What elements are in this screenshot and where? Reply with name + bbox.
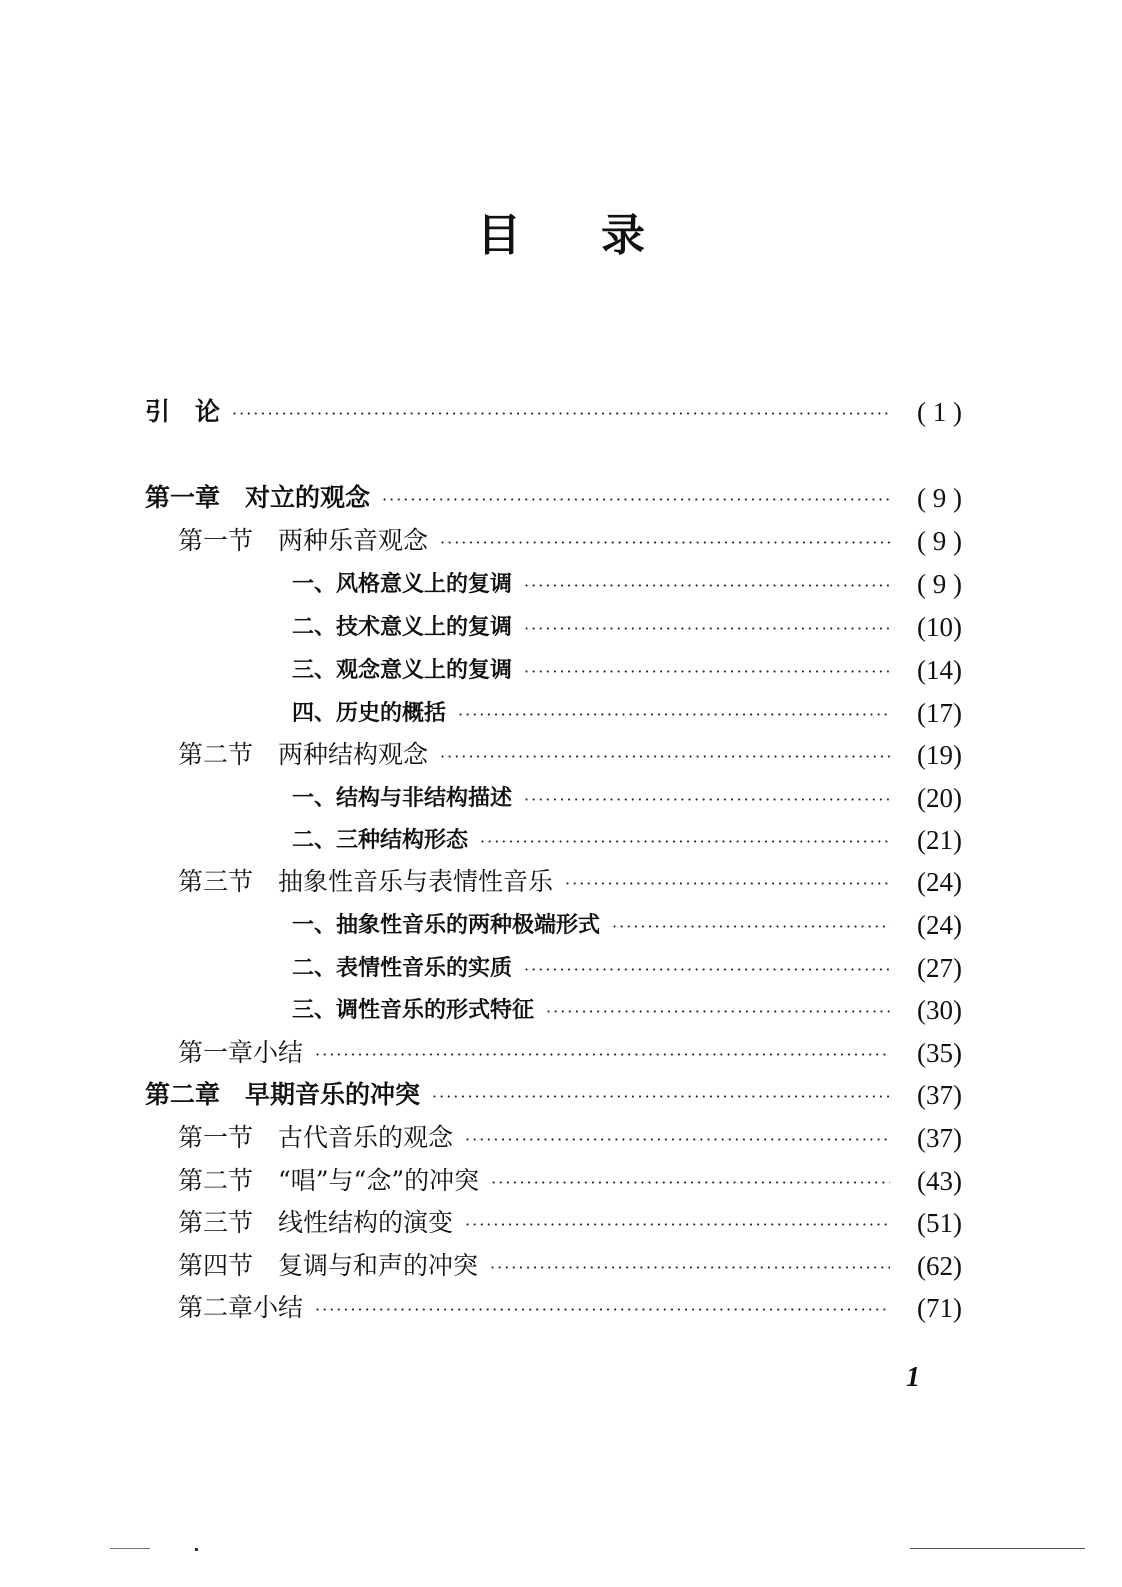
toc-entry-page: (21)	[917, 825, 962, 855]
toc-entry-page: (37)	[917, 1123, 962, 1153]
toc-entry-section	[178, 1118, 962, 1158]
dot-leader	[232, 392, 890, 432]
toc-entry-section	[178, 1203, 962, 1243]
toc-entry-label: 第二节 两种结构观念	[178, 740, 429, 769]
toc-entry-section	[178, 521, 962, 561]
toc-entry-label: 四、历史的概括	[292, 700, 447, 726]
dot-leader	[524, 948, 890, 988]
scan-artifact-dot	[195, 1548, 198, 1551]
toc-entry-page: (17)	[917, 698, 962, 728]
toc-entry-label: 第一章小结	[178, 1038, 304, 1067]
dot-leader	[465, 1203, 890, 1243]
toc-entry-chapter-summary	[178, 1033, 962, 1073]
scan-artifact-line	[910, 1548, 1085, 1549]
dot-leader	[315, 1288, 890, 1328]
toc-entry-page: (19)	[917, 740, 962, 770]
toc-entry-label: 一、抽象性音乐的两种极端形式	[292, 912, 601, 938]
toc-entry-label: 二、三种结构形态	[292, 827, 469, 853]
dot-leader	[565, 862, 890, 902]
scan-artifact-line	[110, 1548, 150, 1549]
toc-entry-section	[178, 1161, 962, 1201]
toc-entry-section	[178, 735, 962, 775]
toc-entry-page: ( 9 )	[917, 483, 962, 513]
toc-entry-page: (43)	[917, 1166, 962, 1196]
toc-entry-label: 第三节 线性结构的演变	[178, 1208, 454, 1237]
dot-leader	[382, 478, 890, 518]
toc-entry-label: 一、结构与非结构描述	[292, 785, 513, 811]
toc-entry-subsection	[292, 820, 962, 860]
toc-entry-page: (24)	[917, 910, 962, 940]
dot-leader	[315, 1033, 890, 1073]
dot-leader	[440, 521, 890, 561]
dot-leader	[524, 564, 890, 604]
dot-leader	[465, 1118, 890, 1158]
toc-entry-page: (30)	[917, 995, 962, 1025]
toc-entry-page: (27)	[917, 953, 962, 983]
toc-entry-label: 第一节 古代音乐的观念	[178, 1123, 454, 1152]
dot-leader	[480, 820, 890, 860]
toc-entry-page: ( 1 )	[917, 397, 962, 427]
dot-leader	[458, 693, 890, 733]
toc-entry-page: ( 9 )	[917, 569, 962, 599]
toc-entry-page: (35)	[917, 1038, 962, 1068]
toc-entry-section	[178, 1246, 962, 1286]
toc-entry-label: 第一节 两种乐音观念	[178, 526, 429, 555]
toc-entry-page: (37)	[917, 1080, 962, 1110]
toc-entry-page: ( 9 )	[917, 526, 962, 556]
dot-leader	[524, 607, 890, 647]
toc-entry-label: 第三节 抽象性音乐与表情性音乐	[178, 867, 554, 896]
toc-entry-label: 三、调性音乐的形式特征	[292, 997, 535, 1023]
toc-entry-page: (24)	[917, 867, 962, 897]
dot-leader	[440, 735, 890, 775]
toc-entry-subsection	[292, 564, 962, 604]
toc-entry-page: (14)	[917, 655, 962, 685]
toc-entry-label: 第二章小结	[178, 1293, 304, 1322]
dot-leader	[612, 905, 890, 945]
dot-leader	[490, 1246, 890, 1286]
toc-entry-subsection	[292, 948, 962, 988]
dot-leader	[546, 990, 890, 1030]
dot-leader	[432, 1075, 890, 1115]
toc-entry-label: 二、技术意义上的复调	[292, 614, 513, 640]
toc-entry-subsection	[292, 905, 962, 945]
toc-entry-page: (71)	[917, 1293, 962, 1323]
toc-entry-chapter-2	[145, 1075, 962, 1115]
toc-entry-subsection	[292, 778, 962, 818]
toc-entry-page: (62)	[917, 1251, 962, 1281]
dot-leader	[524, 778, 890, 818]
toc-entry-label: 第一章 对立的观念	[145, 483, 371, 512]
toc-entry-chapter-summary	[178, 1288, 962, 1328]
toc-entry-label: 引 论	[145, 397, 221, 426]
page-number: 1	[906, 1362, 920, 1393]
page-title: 目录	[477, 210, 725, 261]
dot-leader	[491, 1161, 890, 1201]
dot-leader	[524, 650, 890, 690]
toc-entry-label: 一、风格意义上的复调	[292, 571, 513, 597]
toc-entry-page: (20)	[917, 783, 962, 813]
toc-entry-subsection	[292, 990, 962, 1030]
toc-entry-label: 第二节 “唱”与“念”的冲突	[178, 1166, 480, 1195]
toc-entry-subsection	[292, 607, 962, 647]
toc-entry-section	[178, 862, 962, 902]
toc-entry-chapter-1	[145, 478, 962, 518]
toc-entry-label: 第二章 早期音乐的冲突	[145, 1080, 421, 1109]
toc-entry-label: 三、观念意义上的复调	[292, 657, 513, 683]
toc-entry-introduction	[145, 392, 962, 432]
toc-entry-label: 第四节 复调与和声的冲突	[178, 1251, 479, 1280]
toc-entry-subsection	[292, 693, 962, 733]
toc-entry-page: (51)	[917, 1208, 962, 1238]
toc-entry-label: 二、表情性音乐的实质	[292, 955, 513, 981]
toc-entry-subsection	[292, 650, 962, 690]
toc-entry-page: (10)	[917, 612, 962, 642]
